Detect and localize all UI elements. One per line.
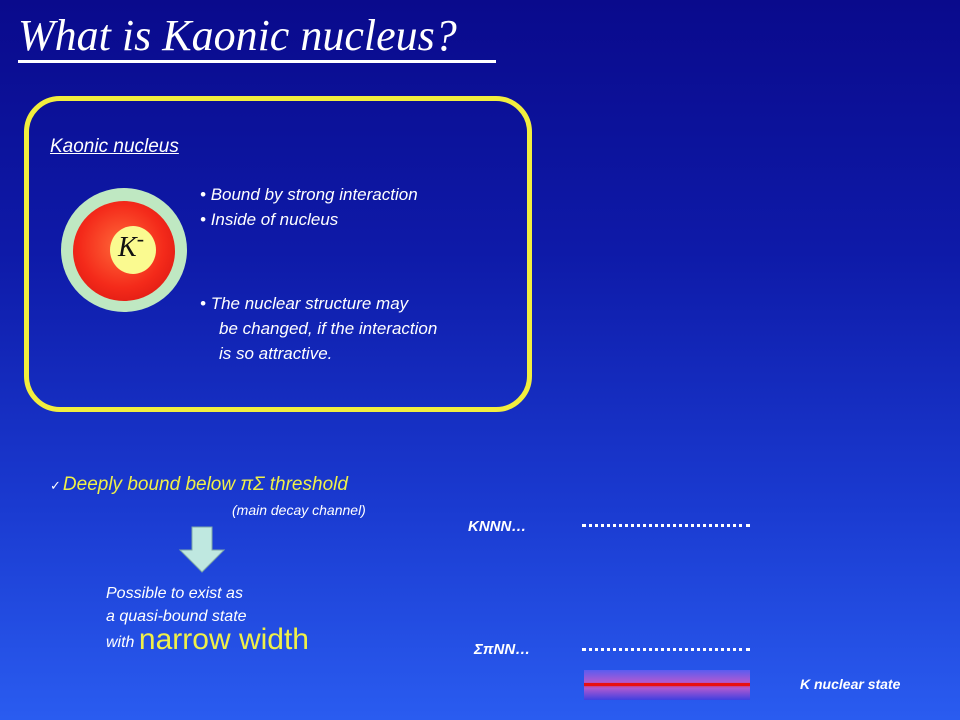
- k-nuclear-state-line: [584, 683, 750, 686]
- bullet-list-top: [200, 182, 418, 232]
- narrow-width-highlight: narrow width: [138, 623, 309, 656]
- decay-note: (main decay channel): [232, 502, 366, 518]
- down-arrow-icon: [178, 526, 226, 574]
- possible-line: Possible to exist as: [106, 585, 243, 602]
- possible-line: a quasi-bound state: [106, 608, 247, 625]
- deeply-bound-line: ✓ Deeply bound below πΣ threshold: [50, 474, 348, 495]
- level-label-k-nuclear: K nuclear state: [800, 676, 901, 692]
- slide-title: What is Kaonic nucleus?: [18, 11, 457, 60]
- level-line-knnn: [582, 524, 750, 527]
- bullet-list-bottom: [200, 291, 437, 366]
- kaon-charge: -: [136, 226, 145, 251]
- level-label-spinn: ΣπNN…: [474, 641, 531, 658]
- box-heading: Kaonic nucleus: [50, 136, 179, 157]
- kaon-label: [118, 226, 145, 263]
- level-line-spinn: [582, 648, 750, 651]
- bullet-item: • Inside of nucleus: [200, 210, 339, 229]
- possible-line: with narrow width: [106, 623, 309, 656]
- bullet-item: • Bound by strong interaction: [200, 185, 418, 204]
- bullet-item: • The nuclear structure may: [200, 294, 409, 313]
- kaon-symbol: K: [118, 232, 137, 263]
- level-label-knnn: KNNN…: [468, 518, 527, 535]
- bullet-continuation: be changed, if the interaction: [219, 319, 438, 338]
- title-underline: [18, 60, 496, 63]
- bullet-continuation: is so attractive.: [219, 344, 333, 363]
- check-icon: ✓: [50, 478, 61, 493]
- possible-text: [106, 582, 309, 654]
